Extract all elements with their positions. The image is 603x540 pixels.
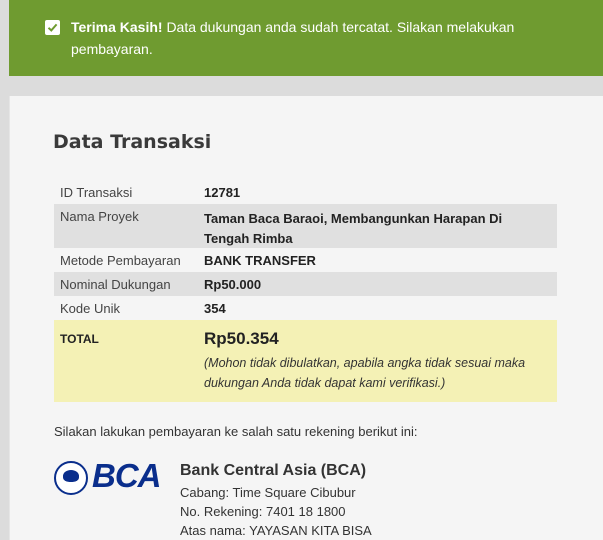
bank-account-number: No. Rekening: 7401 18 1800: [180, 504, 346, 519]
bca-logo-text: BCA: [92, 457, 161, 494]
total-label: TOTAL: [60, 332, 99, 346]
row-value: 354: [204, 301, 226, 316]
row-value: Rp50.000: [204, 277, 262, 292]
bank-branch: Cabang: Time Square Cibubur: [180, 485, 356, 500]
success-alert: [9, 0, 603, 76]
table-row: [54, 204, 557, 248]
row-label: Nama Proyek: [60, 209, 139, 224]
success-text-line1: Data dukungan anda sudah tercatat. Silakan melakukan: [166, 19, 515, 35]
payment-instruction: Silakan lakukan pembayaran ke salah satu rekening berikut ini:: [54, 424, 418, 439]
project-name-line2: Tengah Rimba: [204, 231, 293, 246]
page-title: Data Transaksi: [53, 131, 212, 153]
row-value: BANK TRANSFER: [204, 253, 316, 268]
project-name-line1: Taman Baca Baraoi, Membangunkan Harapan Di: [204, 211, 503, 226]
check-icon: [45, 20, 60, 35]
row-value: [204, 209, 554, 249]
row-value: 12781: [204, 185, 241, 200]
total-row: [54, 320, 557, 402]
table-row: [54, 272, 557, 296]
total-note: [204, 353, 554, 393]
bca-seal-icon: [54, 461, 88, 495]
row-label: Nominal Dukungan: [60, 277, 171, 292]
total-amount: Rp50.354: [204, 329, 279, 348]
success-message: [71, 16, 541, 60]
bank-name: Bank Central Asia (BCA): [180, 462, 367, 479]
table-row: [54, 180, 557, 204]
table-row: [54, 248, 557, 272]
total-note-line2: dukungan Anda tidak dapat kami verifikasi.): [204, 376, 446, 390]
bca-logo: [54, 457, 164, 496]
table-row: [54, 296, 557, 320]
total-note-line1: (Mohon tidak dibulatkan, apabila angka tidak sesuai maka: [204, 356, 526, 370]
row-label: ID Transaksi: [60, 185, 133, 200]
row-label: Metode Pembayaran: [60, 253, 181, 268]
success-text-line2: pembayaran.: [71, 41, 153, 57]
bank-account-name: Atas nama: YAYASAN KITA BISA: [180, 523, 372, 538]
success-title: Terima Kasih!: [71, 19, 163, 35]
row-label: Kode Unik: [60, 301, 120, 316]
